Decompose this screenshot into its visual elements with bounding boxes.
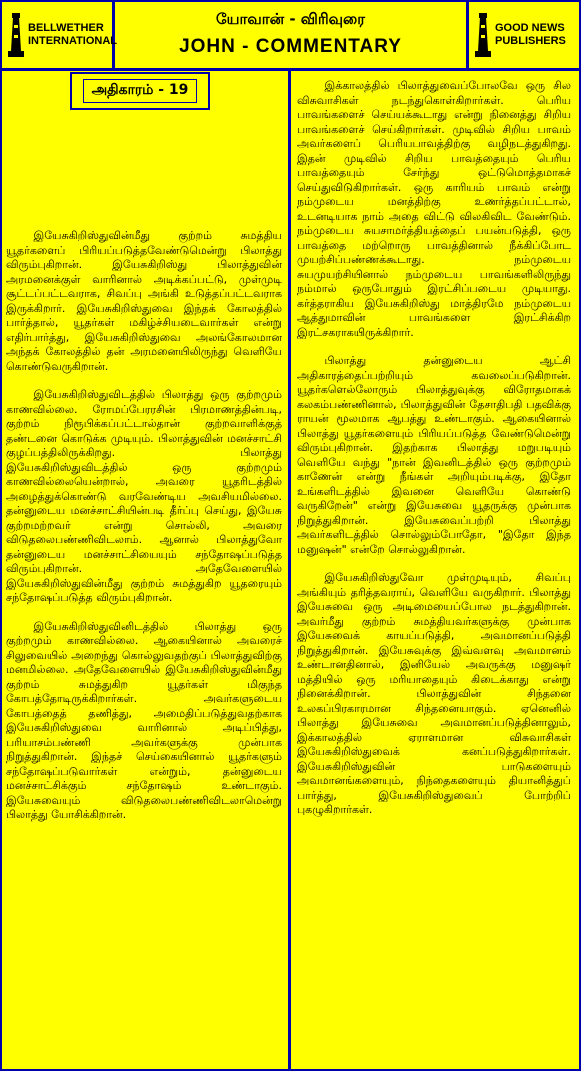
right-column: [297, 71, 571, 1063]
left-logo-text: BELLWETHER INTERNATIONAL: [28, 22, 118, 47]
paragraph: இயேசுகிறிஸ்துவின்மீது குற்றம் சுமத்திய யூதர்களைப் பிரியப்படுத்தவேண்டுமென்று பிலாத்து விரும்புகிறான். இயேசுகிறிஸ்து பிலாத்துவின் அரமனைக்குள் வாரினால் அடிக்கப்பட்டு, முள்முடி சூட்டப்பட்டவராக, சிவப்பு அங்கி உடுத்தப்பட்டவராக இருக்கிறார். இயேசுகிறிஸ்துவை இந்தக் கோலத்தில் பார்த்தால், யூதர்கள் மகிழ்ச்சியடைவார்கள் என்று எதிர்பார்த்து, இயேசுகிறிஸ்துவை அலங்கோலமான அந்தக் கோலத்தில் தன் அரமனையிலிருந்து வெளியே கொண்டுவருகிறான்.: [6, 229, 282, 373]
lighthouse-icon: [6, 11, 26, 59]
title-english: JOHN - COMMENTARY: [179, 36, 402, 57]
bellwether-logo: [2, 2, 118, 68]
lighthouse-icon: [473, 11, 493, 59]
paragraph: இயேசுகிறிஸ்துவோ முள்முடியும், சிவப்பு அங்கியும் தரித்தவராய், வெளியே வருகிறார். பிலாத்து இயேசுவை ஒரு அடிமையைப்போல நடத்துகிறான். அவர்மீது குற்றம் சுமத்தியவர்களுக்கு முன்பாக இயேசுவைக் காயப்படுத்தி, அவமானப்படுத்தி நிறுத்துகிறான். இயேசுவுக்கு இவ்வளவு அவமானம் உண்டானதினால், இனியேல் அவருக்கு மனுஷர் மத்தியில் ஒரு மரியாதையும் கிடைக்காது என்று நினைக்கிறான். பிலாத்துவின் சிந்தனை உலகப்பிரகாரமான சிந்தனையாகும். ஏனெனில் பிலாத்து இயேசுவை அவமானப்படுத்தினாலும், இக்காலத்தில் ஏராளமான விசுவாசிகள் இயேசுகிறிஸ்துவைக் கனப்படுத்துகிறார்கள். இயேசுகிறிஸ்துவின் பாடுகளையும் அவமானங்களையும், நிந்தைகளையும் தியானித்துப் பார்த்து, இயேசுகிறிஸ்துவைப் போற்றிப் புகழுகிறார்கள்.: [297, 571, 571, 816]
title-tamil: யோவான் - விரிவுரை: [216, 10, 365, 28]
left-column: [6, 71, 282, 1063]
column-divider: [288, 71, 291, 1069]
header: [2, 2, 579, 71]
paragraph: இயேசுகிறிஸ்துவிடத்தில் பிலாத்து ஒரு குற்றமும் காணவில்லை. ரோமப்பேரரசின் பிரமாணத்தின்படி, குற்றம் நிரூபிக்கப்பட்டால்தான் குற்றவாளிக்குத் தண்டனை கொடுக்க முடியும். பிலாத்துவின் மனச்சாட்சி குழப்பத்திலிருக்கிறது. பிலாத்து இயேசுகிறிஸ்துவிடத்தில் ஒரு குற்றமும் காணவில்லையென்றால், அவரை யூதரிடத்தில் அழைத்துக்கொண்டு வரவேண்டிய அவசியமில்லை. தன்னுடைய மனச்சாட்சியின்படி தீர்ப்பு செய்து, இயேசு குற்றமற்றவர் என்று சொல்லி, அவரை விடுதலைபண்ணிவிடலாம். ஆனால் பிலாத்துவோ தன்னுடைய மனச்சாட்சியையும் சந்தோஷப்படுத்த விரும்புகிறான். அதேவேளையில் இயேசுகிறிஸ்துவின்மீது குற்றம் சுமத்துகிற யூதரையும் சந்தோஷப்படுத்த விரும்புகிறான்.: [6, 388, 282, 604]
paragraph: இக்காலத்தில் பிலாத்துவைப்போலவே ஒரு சில விசுவாசிகள் நடந்துகொள்கிறார்கள். பெரிய பாவங்களைச் செய்யக்கூடாது என்று நினைத்து சிறிய பாவங்களைச் செய்கிறார்கள். முடிவில் சிறிய பாவம் அவர்களைப் பெரியபாவத்திற்கு வழிநடத்துகிறது. இதன் முடிவில் சிறிய பாவத்தையும் பெரிய பாவத்தையும் சேர்ந்து ஒட்டுமொத்தமாகச் செய்துவிடுகிறார்கள். ஒரு காரியம் பாவம் என்று நம்முடைய மனத்திற்கு உணர்த்தப்பட்டால், உடனடியாக நாம் அதை விட்டு விலகிவிட வேண்டும். நம்முடைய சுயசாமர்த்தியத்தைப் பயன்படுத்தி, ஒரு பாவத்தை மற்றொரு பாவத்தினால் நீக்கிப்போட முயற்சிப்பண்ணக்கூடாது. நம்முடைய சுயமுயற்சியினால் நம்முடைய பாவங்களிலிருந்து நம்மால் ஒருபோதும் இரட்சிப்படைய முடியாது. கர்த்தராகிய இயேசுகிறிஸ்து மாத்திரமே நம்முடைய ஆத்துமாவின் பாவங்களை இரட்சிக்கிற இரட்சகராகயிருக்கிறார்.: [297, 79, 571, 339]
paragraph: பிலாத்து தன்னுடைய ஆட்சி அதிகாரத்தைப்பற்றியும் கவலைப்படுகிறான். யூதர்களெல்லோரும் பிலாத்துவுக்கு விரோதமாகக் கலகம்பண்ணினால், பிலாத்துவின் தேசாதிபதி பதவிக்கு ராயன் மூலமாக ஆபத்து உண்டாகும். ஆகையினால் பிலாத்து யூதர்களையும் பிரியப்படுத்த வேண்டுமென்று விரும்புகிறான். இதற்காக பிலாத்து மறுபடியும் வெளியே வந்து "நான் இவனிடத்தில் ஒரு குற்றமும் காணேன் என்று நீங்கள் அறியும்படிக்கு, இதோ உங்களிடத்தில் இவனை வெளியே கொண்டு வருகிறேன்" என்று இயேசுவை யூதருக்கு முன்பாக நிறுத்துகிறான். இயேசுவைப்பற்றி பிலாத்து அவர்களிடத்தில் சொல்லும்போதோ, "இதோ இந்த மனுஷன்" என்றே சொல்லுகிறான்.: [297, 354, 571, 556]
title-area: [115, 2, 466, 68]
right-logo-text: GOOD NEWS PUBLISHERS: [495, 22, 566, 47]
good-news-logo: [466, 2, 579, 68]
paragraph: இயேசுகிறிஸ்துவினிடத்தில் பிலாத்து ஒரு குற்றமும் காணவில்லை. ஆகையினால் அவரைச் சிலுவையில் அறைந்து கொல்லுவதற்குப் பிலாத்துவிற்கு மனமில்லை. அதேவேளையில் இயேசுகிறிஸ்துவின்மீது குற்றம் சுமத்துகிற யூதர்கள் மிகுந்த கோபத்தோடிருக்கிறார்கள். அவர்களுடைய கோபத்தைத் தணித்து, அமைதிப்படுத்துவதற்காக இயேசுகிறிஸ்துவை வாரினால் அடிப்பித்து, பரியாசம்பண்ணி அவர்களுக்கு முன்பாக நிறுத்துகிறான். இந்தச் செய்கையினால் யூதர்களும் சந்தோஷப்படுவார்கள் என்றும், தன்னுடைய மனச்சாட்சிக்கும் சந்தோஷம் உண்டாகும். இயேசுவையும் விடுதலைபண்ணிவிடலாமென்று பிலாத்து யோசிக்கிறான்.: [6, 619, 282, 821]
chapter-heading: அதிகாரம் - 19: [83, 79, 198, 103]
